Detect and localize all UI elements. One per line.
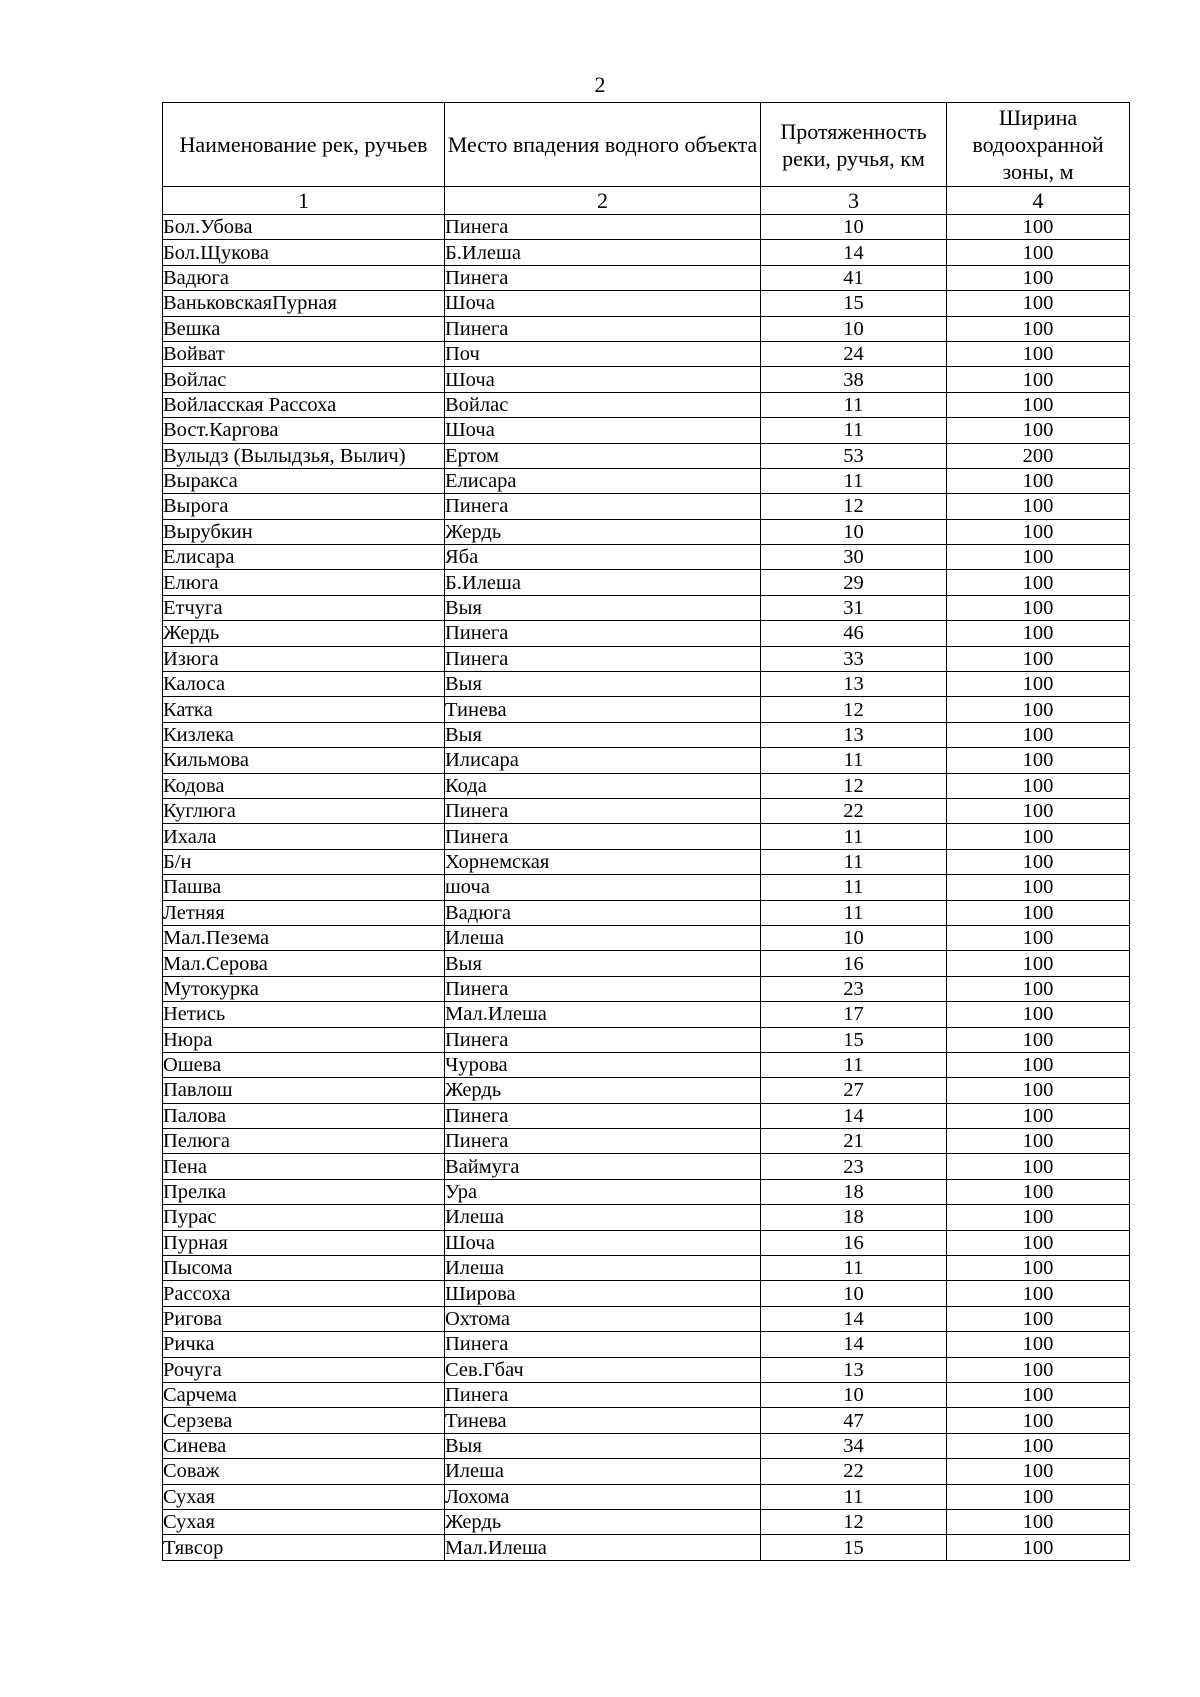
river-name-cell: Изюга [163, 646, 445, 671]
river-name-cell: Ричка [163, 1332, 445, 1357]
table-row [163, 367, 1130, 392]
river-name-cell: Елисара [163, 545, 445, 570]
length-cell: 18 [761, 1179, 947, 1204]
river-name-cell: Сухая [163, 1509, 445, 1534]
table-row [163, 265, 1130, 290]
length-cell: 12 [761, 697, 947, 722]
length-cell: 29 [761, 570, 947, 595]
table-row [163, 494, 1130, 519]
zone-width-cell: 100 [947, 1078, 1130, 1103]
length-cell: 38 [761, 367, 947, 392]
length-cell: 11 [761, 824, 947, 849]
mouth-cell: Илеша [445, 925, 761, 950]
mouth-cell: Ура [445, 1179, 761, 1204]
river-name-cell: Войласская Рассоха [163, 392, 445, 417]
table-row [163, 1281, 1130, 1306]
mouth-cell: Выя [445, 672, 761, 697]
mouth-cell: Илеша [445, 1256, 761, 1281]
river-name-cell: Ошева [163, 1052, 445, 1077]
mouth-cell: Пинега [445, 494, 761, 519]
table-row [163, 1129, 1130, 1154]
mouth-cell: Тинева [445, 697, 761, 722]
zone-width-cell: 100 [947, 1129, 1130, 1154]
zone-width-cell: 100 [947, 519, 1130, 544]
length-cell: 11 [761, 1484, 947, 1509]
table-row [163, 443, 1130, 468]
river-name-cell: Мутокурка [163, 976, 445, 1001]
header-zone-width: Ширина водоохранной зоны, м [947, 103, 1130, 187]
mouth-cell: Лохома [445, 1484, 761, 1509]
length-cell: 22 [761, 1459, 947, 1484]
river-name-cell: Пена [163, 1154, 445, 1179]
mouth-cell: Илеша [445, 1459, 761, 1484]
zone-width-cell: 100 [947, 621, 1130, 646]
river-name-cell: Пурас [163, 1205, 445, 1230]
zone-width-cell: 100 [947, 748, 1130, 773]
length-cell: 11 [761, 1052, 947, 1077]
length-cell: 17 [761, 1002, 947, 1027]
mouth-cell: Шоча [445, 367, 761, 392]
mouth-cell: шоча [445, 875, 761, 900]
length-cell: 14 [761, 1103, 947, 1128]
zone-width-cell: 100 [947, 875, 1130, 900]
zone-width-cell: 100 [947, 900, 1130, 925]
mouth-cell: Тинева [445, 1408, 761, 1433]
table-row [163, 1357, 1130, 1382]
river-name-cell: Ихала [163, 824, 445, 849]
zone-width-cell: 100 [947, 976, 1130, 1001]
mouth-cell: Сев.Гбач [445, 1357, 761, 1382]
length-cell: 30 [761, 545, 947, 570]
mouth-cell: Шоча [445, 291, 761, 316]
table-row [163, 341, 1130, 366]
river-name-cell: Пелюга [163, 1129, 445, 1154]
river-name-cell: Сарчема [163, 1382, 445, 1407]
zone-width-cell: 100 [947, 316, 1130, 341]
zone-width-cell: 100 [947, 1332, 1130, 1357]
zone-width-cell: 100 [947, 468, 1130, 493]
mouth-cell: Жердь [445, 519, 761, 544]
river-name-cell: Вырубкин [163, 519, 445, 544]
header-name: Наименование рек, ручьев [163, 103, 445, 187]
length-cell: 10 [761, 519, 947, 544]
mouth-cell: Охтома [445, 1306, 761, 1331]
length-cell: 14 [761, 240, 947, 265]
length-cell: 14 [761, 1332, 947, 1357]
mouth-cell: Войлас [445, 392, 761, 417]
river-name-cell: Кильмова [163, 748, 445, 773]
river-name-cell: Соваж [163, 1459, 445, 1484]
table-row [163, 468, 1130, 493]
table-row [163, 1509, 1130, 1534]
length-cell: 16 [761, 1230, 947, 1255]
table-row [163, 849, 1130, 874]
river-name-cell: Вулыдз (Вылыдзья, Вылич) [163, 443, 445, 468]
river-name-cell: Нетись [163, 1002, 445, 1027]
table-row [163, 621, 1130, 646]
column-number: 1 [163, 187, 445, 215]
mouth-cell: Пинега [445, 215, 761, 240]
table-row [163, 1433, 1130, 1458]
mouth-cell: Илисара [445, 748, 761, 773]
river-name-cell: Вырога [163, 494, 445, 519]
zone-width-cell: 100 [947, 367, 1130, 392]
mouth-cell: Чурова [445, 1052, 761, 1077]
length-cell: 34 [761, 1433, 947, 1458]
length-cell: 13 [761, 722, 947, 747]
length-cell: 47 [761, 1408, 947, 1433]
mouth-cell: Выя [445, 1433, 761, 1458]
table-row [163, 1179, 1130, 1204]
zone-width-cell: 100 [947, 570, 1130, 595]
zone-width-cell: 100 [947, 697, 1130, 722]
mouth-cell: Яба [445, 545, 761, 570]
zone-width-cell: 100 [947, 824, 1130, 849]
mouth-cell: Ваймуга [445, 1154, 761, 1179]
mouth-cell: Ертом [445, 443, 761, 468]
table-row [163, 1535, 1130, 1560]
page-number: 2 [594, 72, 606, 97]
river-name-cell: Мал.Серова [163, 951, 445, 976]
zone-width-cell: 100 [947, 1052, 1130, 1077]
river-name-cell: Прелка [163, 1179, 445, 1204]
river-name-cell: Бол.Убова [163, 215, 445, 240]
mouth-cell: Пинега [445, 646, 761, 671]
river-name-cell: Рассоха [163, 1281, 445, 1306]
table-row [163, 1205, 1130, 1230]
length-cell: 11 [761, 875, 947, 900]
table-row [163, 1002, 1130, 1027]
length-cell: 10 [761, 925, 947, 950]
table-row [163, 824, 1130, 849]
length-cell: 23 [761, 976, 947, 1001]
table-row [163, 1154, 1130, 1179]
river-name-cell: Жердь [163, 621, 445, 646]
table-row [163, 291, 1130, 316]
zone-width-cell: 100 [947, 1205, 1130, 1230]
header-row [163, 103, 1130, 187]
zone-width-cell: 100 [947, 1433, 1130, 1458]
table-row [163, 240, 1130, 265]
column-number: 4 [947, 187, 1130, 215]
table-row [163, 1027, 1130, 1052]
length-cell: 13 [761, 672, 947, 697]
zone-width-cell: 100 [947, 1459, 1130, 1484]
length-cell: 15 [761, 1027, 947, 1052]
length-cell: 11 [761, 418, 947, 443]
table-row [163, 545, 1130, 570]
river-name-cell: Елюга [163, 570, 445, 595]
length-cell: 11 [761, 1256, 947, 1281]
length-cell: 11 [761, 748, 947, 773]
mouth-cell: Выя [445, 951, 761, 976]
zone-width-cell: 100 [947, 1357, 1130, 1382]
length-cell: 13 [761, 1357, 947, 1382]
table-row [163, 1306, 1130, 1331]
zone-width-cell: 100 [947, 1484, 1130, 1509]
table-row [163, 646, 1130, 671]
table-row [163, 1230, 1130, 1255]
zone-width-cell: 100 [947, 291, 1130, 316]
length-cell: 46 [761, 621, 947, 646]
mouth-cell: Выя [445, 595, 761, 620]
river-name-cell: Павлош [163, 1078, 445, 1103]
length-cell: 15 [761, 1535, 947, 1560]
length-cell: 22 [761, 798, 947, 823]
table-row [163, 1052, 1130, 1077]
zone-width-cell: 100 [947, 215, 1130, 240]
zone-width-cell: 100 [947, 1509, 1130, 1534]
river-name-cell: Вадюга [163, 265, 445, 290]
river-name-cell: Тявсор [163, 1535, 445, 1560]
river-name-cell: Калоса [163, 672, 445, 697]
zone-width-cell: 100 [947, 951, 1130, 976]
zone-width-cell: 100 [947, 722, 1130, 747]
river-name-cell: Б/н [163, 849, 445, 874]
length-cell: 12 [761, 494, 947, 519]
zone-width-cell: 100 [947, 1027, 1130, 1052]
table-row [163, 215, 1130, 240]
zone-width-cell: 100 [947, 849, 1130, 874]
table-row [163, 976, 1130, 1001]
mouth-cell: Пинега [445, 621, 761, 646]
table-row [163, 1484, 1130, 1509]
mouth-cell: Пинега [445, 1332, 761, 1357]
mouth-cell: Илеша [445, 1205, 761, 1230]
river-name-cell: Сухая [163, 1484, 445, 1509]
zone-width-cell: 100 [947, 773, 1130, 798]
river-name-cell: Вешка [163, 316, 445, 341]
zone-width-cell: 100 [947, 1256, 1130, 1281]
length-cell: 11 [761, 392, 947, 417]
length-cell: 27 [761, 1078, 947, 1103]
length-cell: 24 [761, 341, 947, 366]
length-cell: 16 [761, 951, 947, 976]
table-row [163, 773, 1130, 798]
length-cell: 23 [761, 1154, 947, 1179]
mouth-cell: Пинега [445, 1103, 761, 1128]
zone-width-cell: 100 [947, 1535, 1130, 1560]
mouth-cell: Мал.Илеша [445, 1535, 761, 1560]
length-cell: 12 [761, 773, 947, 798]
river-name-cell: Палова [163, 1103, 445, 1128]
mouth-cell: Жердь [445, 1509, 761, 1534]
river-name-cell: Вост.Каргова [163, 418, 445, 443]
table-row [163, 951, 1130, 976]
zone-width-cell: 100 [947, 798, 1130, 823]
table-row [163, 1256, 1130, 1281]
table-row [163, 1382, 1130, 1407]
river-name-cell: Кодова [163, 773, 445, 798]
length-cell: 15 [761, 291, 947, 316]
table-row [163, 748, 1130, 773]
table-row [163, 798, 1130, 823]
column-number: 3 [761, 187, 947, 215]
zone-width-cell: 100 [947, 1154, 1130, 1179]
river-name-cell: Катка [163, 697, 445, 722]
header-length: Протяженность реки, ручья, км [761, 103, 947, 187]
table-row [163, 1332, 1130, 1357]
mouth-cell: Пинега [445, 265, 761, 290]
mouth-cell: Шоча [445, 418, 761, 443]
table-row [163, 418, 1130, 443]
table-row [163, 1078, 1130, 1103]
length-cell: 14 [761, 1306, 947, 1331]
table-row [163, 672, 1130, 697]
zone-width-cell: 100 [947, 1002, 1130, 1027]
mouth-cell: Б.Илеша [445, 240, 761, 265]
river-name-cell: Серзева [163, 1408, 445, 1433]
table-row [163, 1103, 1130, 1128]
zone-width-cell: 100 [947, 925, 1130, 950]
zone-width-cell: 100 [947, 595, 1130, 620]
mouth-cell: Пинега [445, 316, 761, 341]
length-cell: 12 [761, 1509, 947, 1534]
mouth-cell: Широва [445, 1281, 761, 1306]
length-cell: 10 [761, 316, 947, 341]
table-row [163, 1459, 1130, 1484]
river-name-cell: ВаньковскаяПурная [163, 291, 445, 316]
mouth-cell: Пинега [445, 1382, 761, 1407]
mouth-cell: Б.Илеша [445, 570, 761, 595]
zone-width-cell: 100 [947, 392, 1130, 417]
table-row [163, 875, 1130, 900]
mouth-cell: Поч [445, 341, 761, 366]
length-cell: 10 [761, 215, 947, 240]
zone-width-cell: 200 [947, 443, 1130, 468]
length-cell: 31 [761, 595, 947, 620]
column-numbers-row [163, 187, 1130, 215]
column-number: 2 [445, 187, 761, 215]
zone-width-cell: 100 [947, 1408, 1130, 1433]
zone-width-cell: 100 [947, 1382, 1130, 1407]
river-name-cell: Ригова [163, 1306, 445, 1331]
zone-width-cell: 100 [947, 545, 1130, 570]
zone-width-cell: 100 [947, 1281, 1130, 1306]
mouth-cell: Шоча [445, 1230, 761, 1255]
zone-width-cell: 100 [947, 418, 1130, 443]
length-cell: 41 [761, 265, 947, 290]
header-mouth: Место впадения водного объекта [445, 103, 761, 187]
rivers-table [162, 102, 1130, 1561]
table-row [163, 570, 1130, 595]
zone-width-cell: 100 [947, 1179, 1130, 1204]
mouth-cell: Елисара [445, 468, 761, 493]
mouth-cell: Пинега [445, 798, 761, 823]
river-name-cell: Бол.Щукова [163, 240, 445, 265]
river-name-cell: Синева [163, 1433, 445, 1458]
river-name-cell: Пашва [163, 875, 445, 900]
river-name-cell: Летняя [163, 900, 445, 925]
length-cell: 33 [761, 646, 947, 671]
river-name-cell: Нюра [163, 1027, 445, 1052]
length-cell: 10 [761, 1382, 947, 1407]
river-name-cell: Рочуга [163, 1357, 445, 1382]
zone-width-cell: 100 [947, 240, 1130, 265]
river-name-cell: Кизлека [163, 722, 445, 747]
river-name-cell: Етчуга [163, 595, 445, 620]
river-name-cell: Мал.Пезема [163, 925, 445, 950]
river-name-cell: Выракса [163, 468, 445, 493]
table-row [163, 722, 1130, 747]
table-row [163, 595, 1130, 620]
mouth-cell: Пинега [445, 976, 761, 1001]
river-name-cell: Пысома [163, 1256, 445, 1281]
table-row [163, 900, 1130, 925]
zone-width-cell: 100 [947, 265, 1130, 290]
table-row [163, 392, 1130, 417]
mouth-cell: Вадюга [445, 900, 761, 925]
zone-width-cell: 100 [947, 646, 1130, 671]
mouth-cell: Жердь [445, 1078, 761, 1103]
mouth-cell: Выя [445, 722, 761, 747]
length-cell: 11 [761, 468, 947, 493]
table-row [163, 925, 1130, 950]
mouth-cell: Кода [445, 773, 761, 798]
mouth-cell: Хорнемская [445, 849, 761, 874]
table-row [163, 697, 1130, 722]
mouth-cell: Пинега [445, 1129, 761, 1154]
river-name-cell: Войват [163, 341, 445, 366]
river-name-cell: Войлас [163, 367, 445, 392]
river-name-cell: Пурная [163, 1230, 445, 1255]
zone-width-cell: 100 [947, 494, 1130, 519]
mouth-cell: Пинега [445, 1027, 761, 1052]
river-name-cell: Куглюга [163, 798, 445, 823]
table-row [163, 316, 1130, 341]
zone-width-cell: 100 [947, 1103, 1130, 1128]
length-cell: 18 [761, 1205, 947, 1230]
zone-width-cell: 100 [947, 1306, 1130, 1331]
mouth-cell: Пинега [445, 824, 761, 849]
zone-width-cell: 100 [947, 341, 1130, 366]
length-cell: 10 [761, 1281, 947, 1306]
length-cell: 21 [761, 1129, 947, 1154]
length-cell: 11 [761, 849, 947, 874]
length-cell: 53 [761, 443, 947, 468]
mouth-cell: Мал.Илеша [445, 1002, 761, 1027]
zone-width-cell: 100 [947, 1230, 1130, 1255]
zone-width-cell: 100 [947, 672, 1130, 697]
table-row [163, 1408, 1130, 1433]
length-cell: 11 [761, 900, 947, 925]
table-row [163, 519, 1130, 544]
